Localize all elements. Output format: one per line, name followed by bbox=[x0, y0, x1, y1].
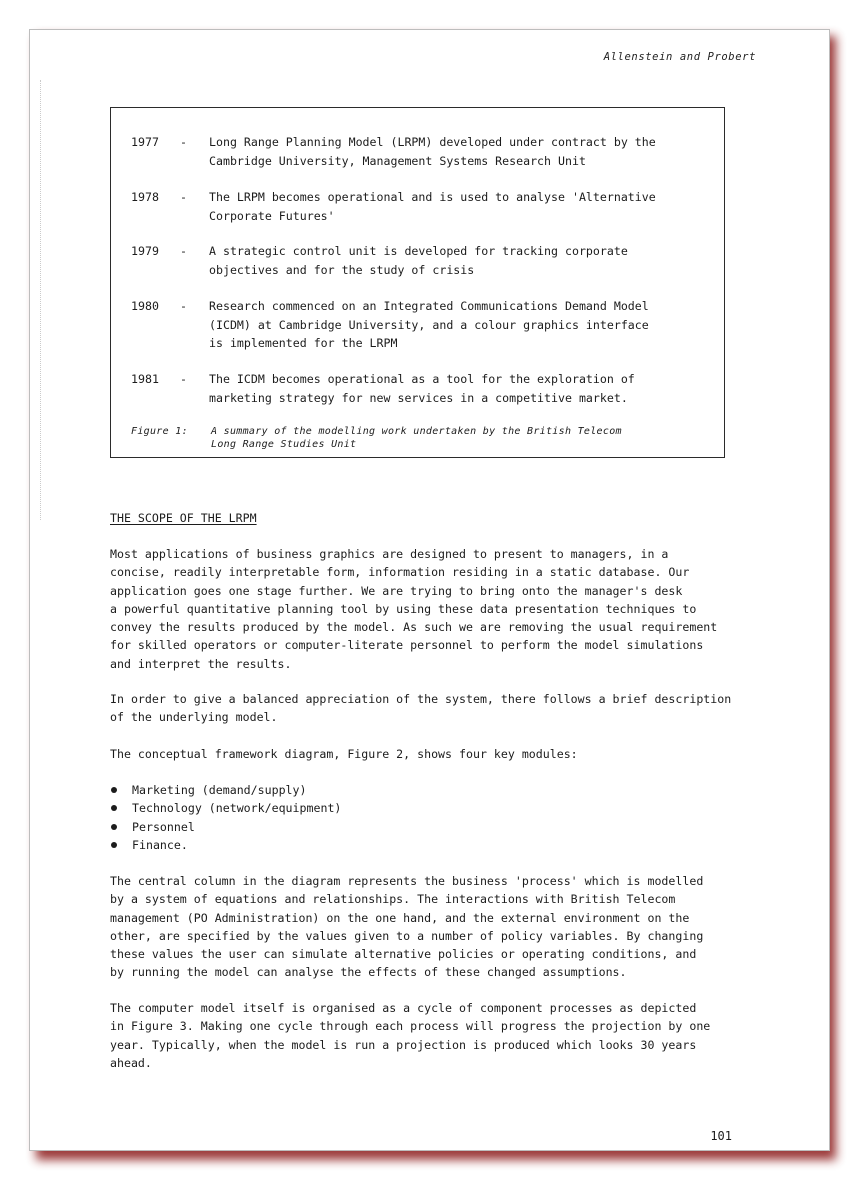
paragraph-line: these values the user can simulate alternative policies or operating conditions, and bbox=[110, 947, 697, 962]
timeline-line: A strategic control unit is developed for tracking corporate bbox=[209, 244, 628, 258]
figure-label: Figure 1: bbox=[131, 426, 188, 437]
paragraph-line: management (PO Administration) on the one hand, and the external environment on the bbox=[110, 910, 690, 925]
paragraph-line: year. Typically, when the model is run a projection is produced which looks 30 years bbox=[110, 1037, 697, 1052]
paragraph-line: In order to give a balanced appreciation of the system, there follows a brief description bbox=[110, 692, 732, 706]
figure-caption-text bbox=[211, 426, 711, 451]
timeline-line: The LRPM becomes operational and is used to analyse 'Alternative bbox=[209, 190, 656, 204]
module-list bbox=[110, 781, 341, 854]
paragraph-computer-model bbox=[110, 999, 710, 1072]
list-item-label: Personnel bbox=[132, 819, 195, 834]
paragraph-line: convey the results produced by the model. As such we are removing the usual requirement bbox=[110, 620, 718, 635]
paragraph-central-column bbox=[110, 872, 703, 982]
page-number: 101 bbox=[710, 1129, 732, 1143]
paragraph-line: ahead. bbox=[110, 1055, 152, 1070]
paragraph-framework bbox=[110, 745, 578, 763]
list-item bbox=[110, 836, 341, 854]
paragraph-line: by a system of equations and relationships. The interactions with British Telecom bbox=[110, 892, 676, 907]
timeline-line: The ICDM becomes operational as a tool for the exploration of bbox=[209, 372, 635, 386]
paragraph-line: for skilled operators or computer-literate personnel to perform the model simulations bbox=[110, 638, 704, 653]
paragraph-scope-intro bbox=[110, 545, 717, 673]
timeline-description bbox=[209, 188, 729, 225]
list-item bbox=[110, 781, 341, 799]
timeline-line: Research commenced on an Integrated Communications Demand Model bbox=[209, 299, 649, 313]
list-item bbox=[110, 818, 341, 836]
bullet-icon bbox=[111, 842, 117, 848]
bullet-icon bbox=[111, 824, 117, 830]
running-header: Allenstein and Probert bbox=[603, 51, 756, 63]
paragraph-line: a powerful quantitative planning tool by using these data presentation techniques to bbox=[110, 601, 697, 616]
timeline-description bbox=[209, 242, 729, 279]
timeline-line: Cambridge University, Management Systems Research Unit bbox=[209, 153, 586, 168]
figure-1-box bbox=[110, 107, 725, 458]
paragraph-line: by running the model can analyse the effects of these changed assumptions. bbox=[110, 965, 627, 980]
timeline-dash: - bbox=[180, 372, 187, 386]
timeline-dash: - bbox=[180, 299, 187, 313]
list-item-label: Marketing (demand/supply) bbox=[132, 783, 307, 797]
scan-margin-marks bbox=[40, 80, 45, 520]
paragraph-line: concise, readily interpretable form, information residing in a static database. Our bbox=[110, 565, 690, 580]
timeline-year: 1978 bbox=[131, 190, 159, 204]
paragraph-line: other, are specified by the values given to a number of policy variables. By changing bbox=[110, 928, 704, 943]
bullet-icon bbox=[111, 805, 117, 811]
timeline-year: 1977 bbox=[131, 135, 159, 149]
paragraph-line: The computer model itself is organised as a cycle of component processes as depicted bbox=[110, 1001, 697, 1015]
timeline-dash: - bbox=[180, 244, 187, 258]
bullet-icon bbox=[111, 787, 117, 793]
paragraph-line: The central column in the diagram represents the business 'process' which is modelled bbox=[110, 874, 704, 888]
paragraph-balanced-appreciation bbox=[110, 690, 731, 727]
list-item-label: Technology (network/equipment) bbox=[132, 801, 342, 816]
timeline-description bbox=[209, 370, 729, 407]
timeline-description bbox=[209, 297, 729, 353]
paragraph-line: The conceptual framework diagram, Figure 2, shows four key modules: bbox=[110, 747, 578, 761]
timeline-year: 1981 bbox=[131, 372, 159, 386]
caption-line: Long Range Studies Unit bbox=[211, 438, 357, 450]
paragraph-line: in Figure 3. Making one cycle through each process will progress the projection by one bbox=[110, 1019, 711, 1034]
timeline-line: objectives and for the study of crisis bbox=[209, 262, 475, 277]
timeline-dash: - bbox=[180, 190, 187, 204]
timeline-dash: - bbox=[180, 135, 187, 149]
timeline-year: 1980 bbox=[131, 299, 159, 313]
timeline-year: 1979 bbox=[131, 244, 159, 258]
list-item-label: Finance. bbox=[132, 837, 188, 852]
paragraph-line: Most applications of business graphics are designed to present to managers, in a bbox=[110, 547, 669, 561]
timeline-line: marketing strategy for new services in a competitive market. bbox=[209, 390, 628, 405]
timeline-line: is implemented for the LRPM bbox=[209, 336, 398, 350]
timeline-line: Long Range Planning Model (LRPM) developed under contract by the bbox=[209, 135, 656, 149]
paragraph-line: and interpret the results. bbox=[110, 656, 292, 671]
timeline-line: Corporate Futures' bbox=[209, 208, 335, 223]
timeline-line: (ICDM) at Cambridge University, and a colour graphics interface bbox=[209, 317, 649, 332]
paragraph-line: application goes one stage further. We are trying to bring onto the manager's desk bbox=[110, 583, 683, 598]
timeline-description bbox=[209, 133, 729, 170]
list-item bbox=[110, 799, 341, 817]
section-title: THE SCOPE OF THE LRPM bbox=[110, 511, 257, 525]
caption-line: A summary of the modelling work undertaken by the British Telecom bbox=[211, 426, 622, 437]
paragraph-line: of the underlying model. bbox=[110, 710, 278, 725]
